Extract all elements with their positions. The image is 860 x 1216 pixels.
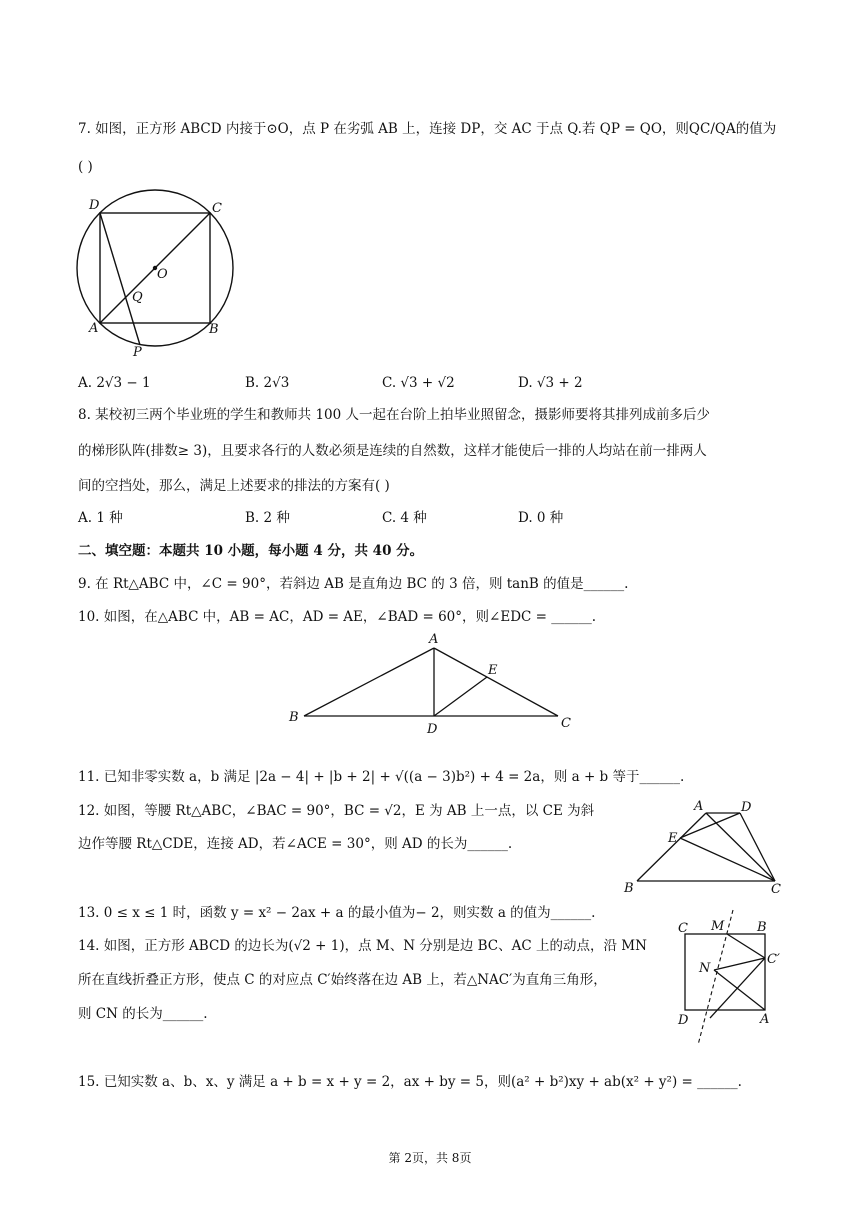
q12-label-d: D xyxy=(741,800,752,815)
q8-option-d: D. 0 种 xyxy=(518,510,564,526)
q7-label-c: C xyxy=(212,201,222,216)
q14-label-d: D xyxy=(678,1013,689,1028)
q7-label-a: A xyxy=(89,321,99,336)
q12-label-b: B xyxy=(624,881,634,896)
q12-label-c: C xyxy=(771,882,781,897)
q14-label-n: N xyxy=(699,961,711,976)
q12-label-e: E xyxy=(668,831,678,846)
q14-label-c-prime: C′ xyxy=(767,952,780,967)
q10-text: 10. 如图，在△ABC 中，AB = AC，AD = AE，∠BAD = 60°，则∠EDC = ______. xyxy=(78,609,597,625)
q7-label-p: P xyxy=(133,345,142,360)
q14-line-1: 14. 如图，正方形 ABCD 的边长为(√2 + 1)，点 M、N 分别是边 BC、AC 上的动点，沿 MN xyxy=(78,938,647,954)
q7-label-o: O xyxy=(157,267,168,282)
q8-option-a: A. 1 种 xyxy=(78,510,123,526)
q7-label-b: B xyxy=(209,322,219,337)
q14-line-2: 所在直线折叠正方形，使点 C 的对应点 C′始终落在边 AB 上，若△NAC′为直角三角形， xyxy=(78,972,607,988)
q14-label-c: C xyxy=(678,921,688,936)
q12-line-1: 12. 如图，等腰 Rt△ABC，∠BAC = 90°，BC = √2，E 为 AB 上一点，以 CE 为斜 xyxy=(78,803,595,819)
q8-option-c: C. 4 种 xyxy=(382,510,427,526)
q14-line-3: 则 CN 的长为______. xyxy=(78,1006,208,1022)
q8-line-2: 的梯形队阵(排数≥ 3)，且要求各行的人数必须是连续的自然数，这样才能使后一排的人均站在前一排两人 xyxy=(78,443,707,459)
q7-bracket: ( ) xyxy=(78,159,93,175)
q14-label-m: M xyxy=(711,919,725,934)
q11-text: 11. 已知非零实数 a，b 满足 |2a − 4| + |b + 2| + √((a − 3)b²) + 4 = 2a，则 a + b 等于______. xyxy=(78,769,685,785)
q7-label-d: D xyxy=(89,198,100,213)
q12-line-2: 边作等腰 Rt△CDE，连接 AD，若∠ACE = 30°，则 AD 的长为______. xyxy=(78,836,513,852)
q14-segment-ac-diagonal xyxy=(714,970,765,1010)
q9-text: 9. 在 Rt△ABC 中，∠C = 90°，若斜边 AB 是直角边 BC 的 3 倍，则 tanB 的值是______. xyxy=(78,576,629,592)
q8-line-1: 8. 某校初三两个毕业班的学生和教师共 100 人一起在台阶上拍毕业照留念，摄影师要将其排列成前多后少 xyxy=(78,407,711,423)
q13-text: 13. 0 ≤ x ≤ 1 时，函数 y = x² − 2ax + a 的最小值为− 2，则实数 a 的值为______. xyxy=(78,905,596,921)
q10-label-c: C xyxy=(561,716,571,731)
q7-option-b: B. 2√3 xyxy=(245,375,290,391)
page-footer: 第 2页，共 8页 xyxy=(388,1151,472,1165)
q8-line-3: 间的空挡处，那么，满足上述要求的排法的方案有( ) xyxy=(78,478,390,494)
q14-segment-nc-prime xyxy=(714,958,765,970)
q10-label-e: E xyxy=(488,663,498,678)
q14-label-b: B xyxy=(757,920,767,935)
q15-text: 15. 已知实数 a、b、x、y 满足 a + b = x + y = 2，ax + by = 5，则(a² + b²)xy + ab(x² + y²) = ______. xyxy=(78,1074,742,1090)
q7-option-d: D. √3 + 2 xyxy=(518,375,583,391)
q10-label-b: B xyxy=(289,710,299,725)
q7-option-a: A. 2√3 − 1 xyxy=(78,375,151,391)
q7-text: 7. 如图，正方形 ABCD 内接于⊙O，点 P 在劣弧 AB 上，连接 DP，交 AC 于点 Q.若 QP = QO，则QC/QA的值为 xyxy=(78,121,777,137)
q14-label-a: A xyxy=(760,1012,770,1027)
q12-label-a: A xyxy=(694,799,704,814)
q10-label-d: D xyxy=(427,722,438,737)
q7-option-c: C. √3 + √2 xyxy=(382,375,455,391)
q8-option-b: B. 2 种 xyxy=(245,510,290,526)
q10-label-a: A xyxy=(429,632,439,647)
section-2-heading: 二、填空题：本题共 10 小题，每小题 4 分，共 40 分。 xyxy=(78,543,424,559)
q14-segment-mc-prime xyxy=(727,934,765,958)
q7-label-q: Q xyxy=(132,290,143,305)
